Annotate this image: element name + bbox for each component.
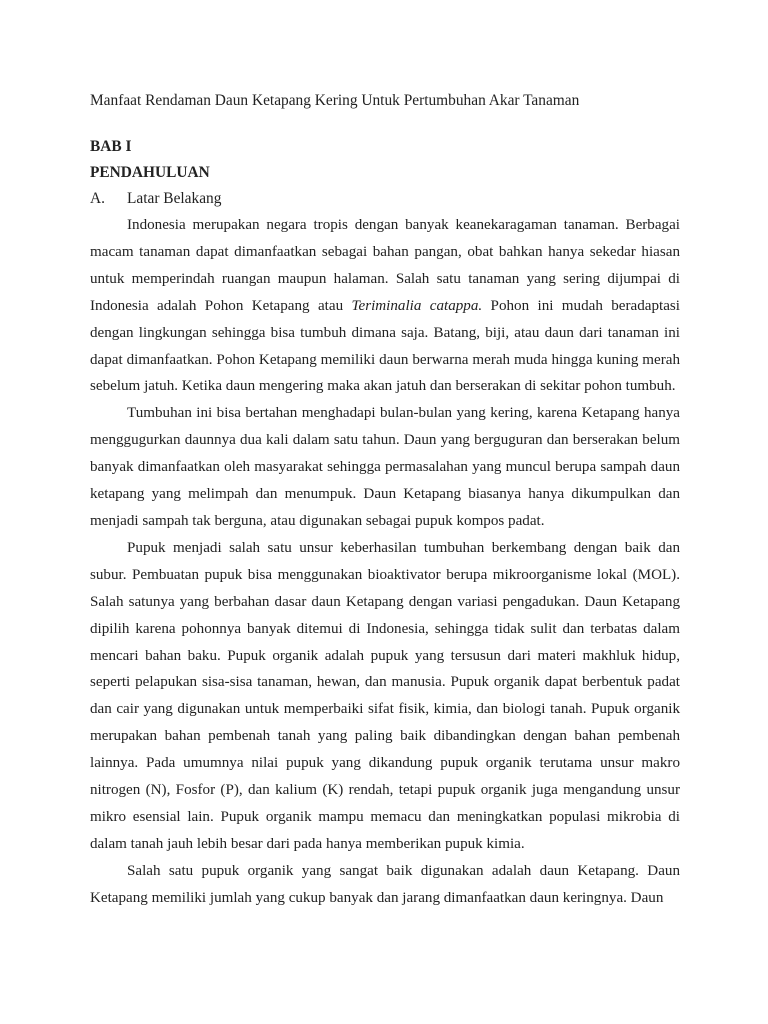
section-heading	[90, 186, 680, 212]
paragraph-2: Tumbuhan ini bisa bertahan menghadapi bulan-bulan yang kering, karena Ketapang hanya menggugurkan daunnya dua kali dalam satu tahun. Daun yang berguguran dan berserakan belum banyak dimanfaatkan oleh masyarakat sehingga permasalahan yang muncul berupa sampah daun ketapang yang melimpah dan menumpuk. Daun Ketapang biasanya hanya dikumpulkan dan menjadi sampah tak berguna, atau digunakan sebagai pupuk kompos padat.	[90, 405, 680, 529]
section-title: Latar Belakang	[127, 190, 222, 207]
paragraph-1	[90, 212, 680, 400]
chapter-title: PENDAHULUAN	[90, 164, 210, 181]
document-title: Manfaat Rendaman Daun Ketapang Kering Untuk Pertumbuhan Akar Tanaman	[90, 92, 580, 109]
section-number: A.	[90, 190, 105, 207]
paragraph-3: Pupuk menjadi salah satu unsur keberhasilan tumbuhan berkembang dengan baik dan subur. Pembuatan pupuk bisa menggunakan bioaktivator berupa mikroorganisme lokal (MOL). Salah satunya yang berbahan dasar daun Ketapang dengan variasi pengadukan. Daun Ketapang dipilih karena pohonnya banyak ditemui di Indonesia, sehingga tidak sulit dan terbatas dalam mencari bahan baku. Pupuk organik adalah pupuk yang tersusun dari materi makhluk hidup, seperti pelapukan sisa-sisa tanaman, hewan, dan manusia. Pupuk organik dapat berbentuk padat dan cair yang digunakan untuk memperbaiki sifat fisik, kimia, dan biologi tanah. Pupuk organik merupakan bahan pembenah tanah yang paling baik dibandingkan dengan bahan pembenah lainnya. Pada umumnya nilai pupuk yang dikandung pupuk organik terutama unsur makro nitrogen (N), Fosfor (P), dan kalium (K) rendah, tetapi pupuk organik juga mengandung unsur mikro esensial lain. Pupuk organik mampu memacu dan meningkatkan populasi mikrobia di dalam tanah jauh lebih besar dari pada hanya memberikan pupuk kimia.	[90, 539, 680, 852]
chapter-number: BAB I	[90, 138, 132, 155]
document-page	[90, 88, 680, 912]
species-name: Teriminalia catappa.	[351, 297, 483, 314]
paragraph-4: Salah satu pupuk organik yang sangat baik digunakan adalah daun Ketapang. Daun Ketapang memiliki jumlah yang cukup banyak dan jarang dimanfaatkan daun keringnya. Daun	[90, 862, 680, 906]
paragraph-1-text-before: Indonesia merupakan negara tropis dengan banyak keanekaragaman tanaman. Berbagai macam tanaman dapat dimanfaatkan sebagai bahan pangan, obat bahkan hanya sekedar hiasan untuk memperindah ruangan maupun halaman. Salah satu tanaman yang sering dijumpai di Indonesia adalah Pohon Ketapang atau	[90, 217, 680, 314]
paragraph-1-text-after: Pohon ini mudah beradaptasi dengan lingkungan sehingga bisa tumbuh dimana saja. Batang, biji, atau daun dari tanaman ini dapat dimanfaatkan. Pohon Ketapang memiliki daun berwarna merah muda hingga kuning merah sebelum jatuh. Ketika daun mengering maka akan jatuh dan berserakan di sekitar pohon tumbuh.	[90, 297, 680, 395]
